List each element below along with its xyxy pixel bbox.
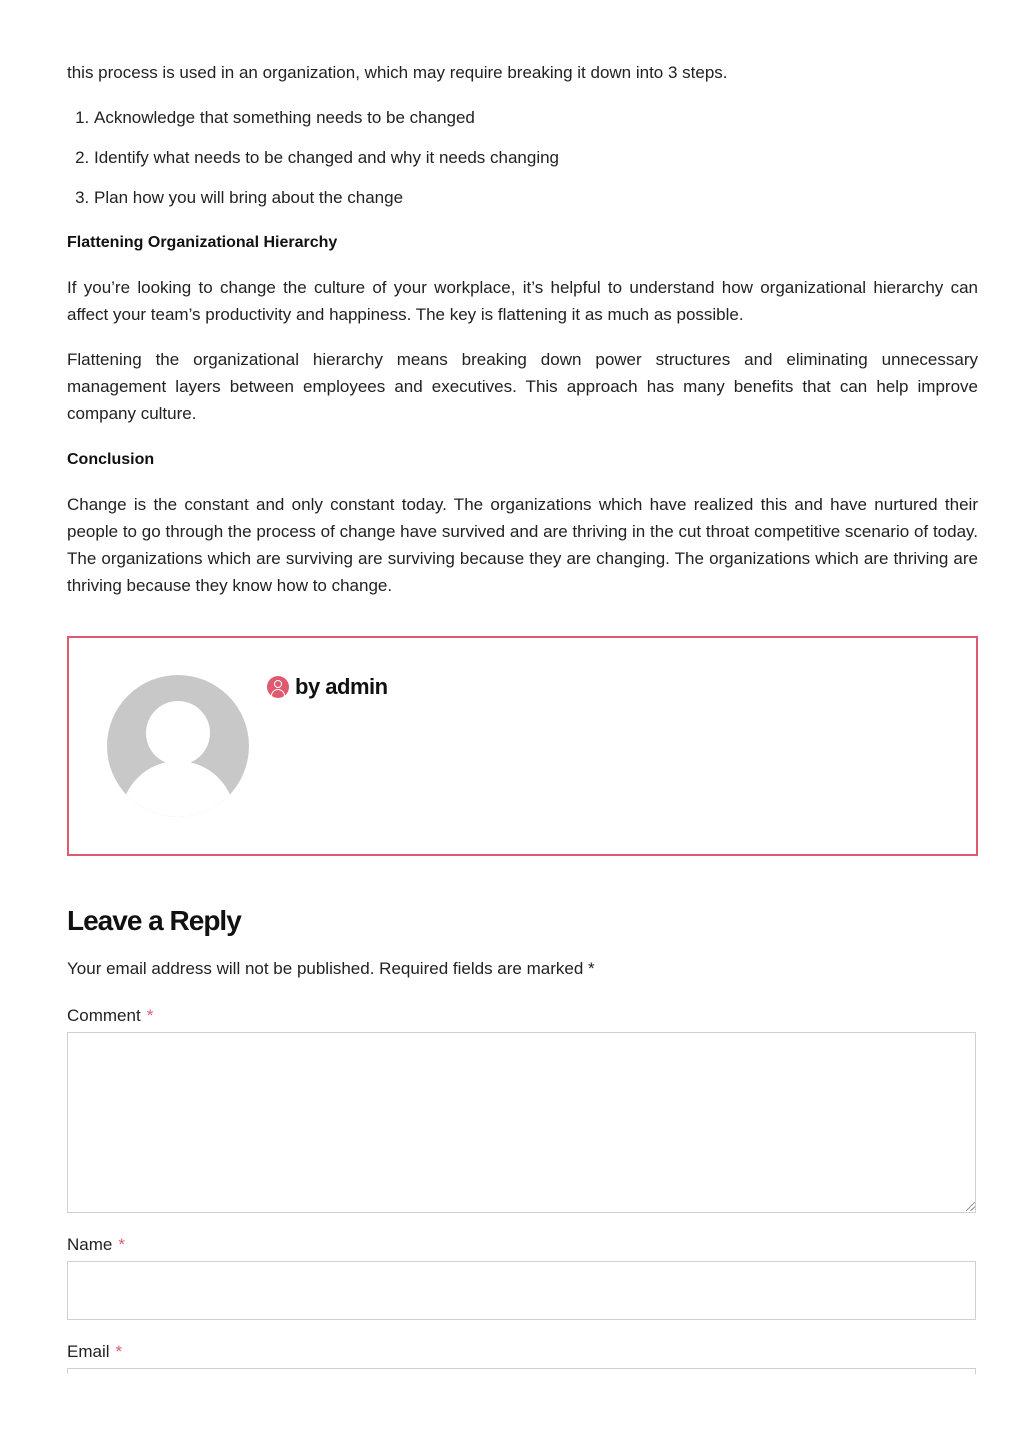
comment-textarea[interactable] [67, 1032, 976, 1213]
section-heading-conclusion: Conclusion [67, 451, 155, 468]
author-box [67, 636, 978, 856]
section-heading-flattening: Flattening Organizational Hierarchy [67, 234, 338, 251]
email-input[interactable] [67, 1368, 976, 1427]
required-mark: * [146, 1006, 154, 1025]
steps-list [67, 104, 559, 224]
list-item: 1. Acknowledge that something needs to be changed [94, 104, 559, 144]
paragraph-conclusion: Change is the constant and only constant today. The organizations which have realized this and have nurtured their people to go through the process of change have survived and are thriving in the cut throat competitive scenario of today. The organizations which are surviving are surviving because they are changing. The organizations which are thriving are thriving because they know how to change. [67, 495, 978, 595]
required-mark: * [118, 1235, 125, 1254]
resize-handle-icon[interactable] [966, 1202, 975, 1211]
name-input[interactable] [67, 1261, 976, 1320]
required-mark: * [115, 1342, 123, 1361]
user-icon [267, 676, 289, 698]
paragraph-flattening-1: If you’re looking to change the culture of your workplace, it’s helpful to understand how organizational hierarchy can affect your team’s productivity and happiness. The key is flattening it as much as possible. [67, 278, 978, 324]
intro-paragraph: this process is used in an organization, which may require breaking it down into 3 steps. [67, 63, 728, 82]
comment-label: Comment * [67, 1006, 154, 1025]
author-byline[interactable] [267, 674, 388, 700]
avatar [107, 675, 249, 817]
paragraph-flattening-2: Flattening the organizational hierarchy means breaking down power structures and eliminating unnecessary management layers between employees and executives. This approach has many benefits that can help improve company culture. [67, 350, 978, 423]
comment-notes: Your email address will not be published. Required fields are marked * [67, 959, 595, 978]
author-name-link[interactable]: by admin [295, 674, 388, 699]
list-item: 2. Identify what needs to be changed and why it needs changing [94, 144, 559, 184]
list-item: 3. Plan how you will bring about the change [94, 184, 559, 224]
name-label: Name * [67, 1235, 125, 1254]
email-label: Email * [67, 1342, 123, 1361]
leave-reply-title: Leave a Reply [67, 905, 241, 936]
